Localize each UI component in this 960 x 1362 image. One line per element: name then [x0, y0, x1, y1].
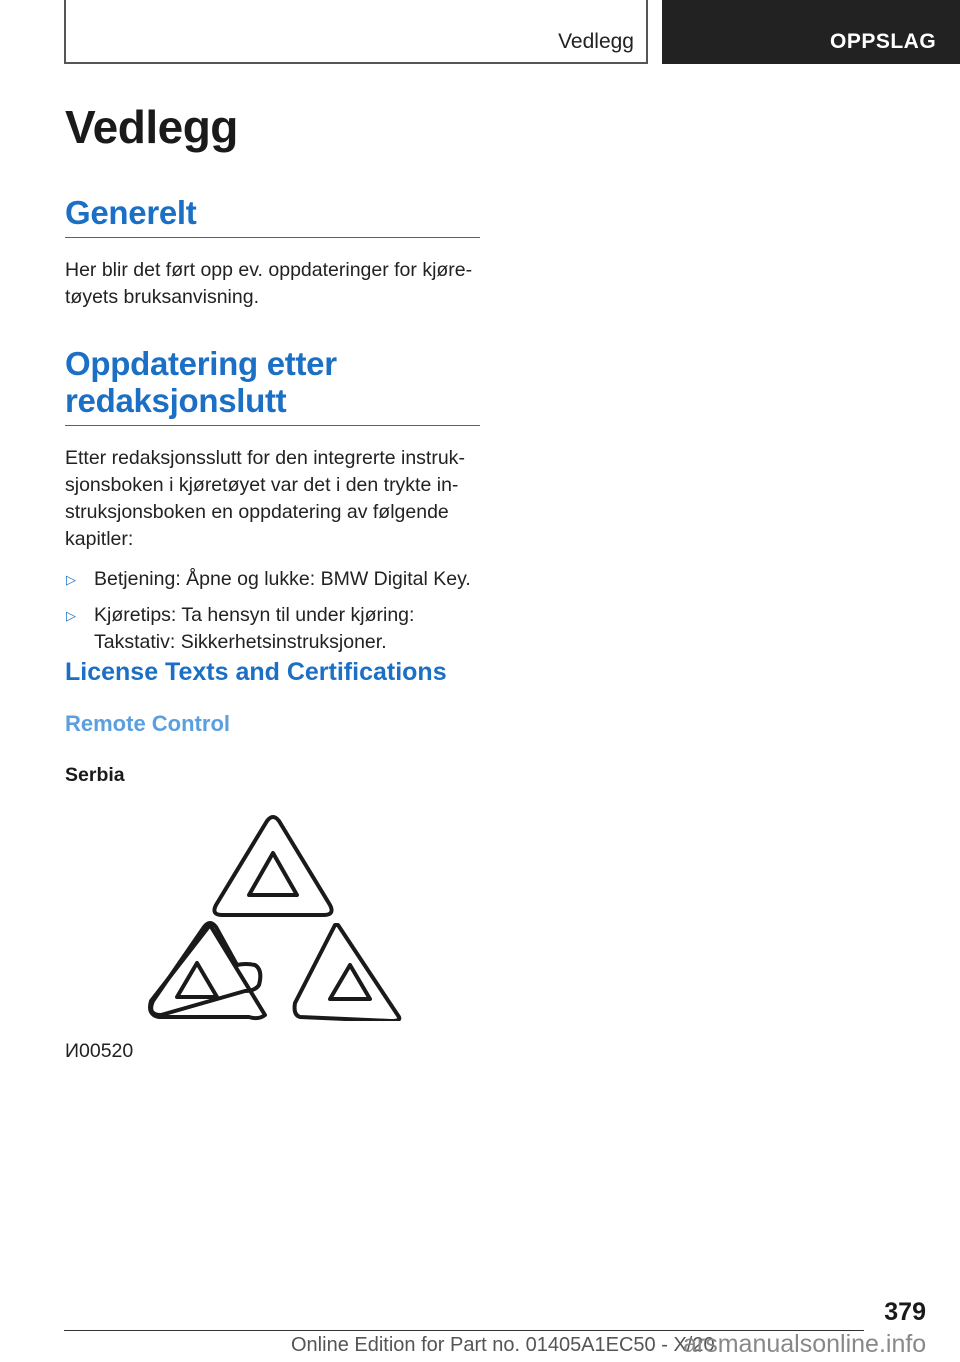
update-bullet-list — [65, 566, 480, 656]
triangle-bullet-icon: ▷ — [66, 572, 76, 587]
update-text: Etter redaksjonsslutt for den integrerte instruksjonsboken i kjøretøyet var det i den trykte instruksjonsboken en oppdatering av følgende kapitler: — [65, 447, 465, 550]
page-number: 379 — [884, 1298, 926, 1326]
update-title-line2: redaksjonslutt — [65, 382, 287, 419]
left-triangle-outline — [151, 923, 260, 1015]
section-title-license: License Texts and Certifications — [65, 658, 447, 686]
header-tab[interactable] — [662, 0, 960, 64]
certification-mark-image — [145, 815, 403, 1021]
top-triangle-outline — [214, 817, 331, 915]
triangle-bullet-icon: ▷ — [66, 608, 76, 623]
left-inner-triangle — [177, 963, 217, 997]
header-section-label: Vedlegg — [558, 30, 634, 53]
right-inner-triangle — [330, 965, 370, 999]
watermark-text: arsmanualsonline.info — [683, 1330, 927, 1358]
figure-code: И00520 — [65, 1040, 134, 1062]
section-license — [65, 658, 480, 787]
section-title-general: Generelt — [65, 194, 480, 238]
list-item — [65, 602, 480, 656]
list-item — [65, 566, 480, 593]
header-tab-label: OPPSLAG — [830, 30, 937, 53]
chapter-title: Vedlegg — [65, 101, 238, 153]
update-title-line1: Oppdatering etter — [65, 345, 337, 382]
top-inner-triangle — [249, 853, 297, 895]
section-update — [65, 345, 480, 658]
left-triangle-body — [150, 925, 265, 1018]
general-text: Her blir det ført opp ev. oppdateringer for kjøretøyets bruksanvisning. — [65, 259, 473, 308]
country-heading: Serbia — [65, 764, 125, 786]
section-general — [65, 194, 480, 311]
bullet-text: Kjøretips: Ta hensyn til under kjøring: Takstativ: Sikkerhetsinstruksjoner. — [94, 604, 415, 653]
section-title-update — [65, 345, 480, 426]
footer-edition: Online Edition for Part no. 01405A1EC50 - X/20 — [291, 1334, 715, 1356]
bullet-text: Betjening: Åpne og lukke: BMW Digital Key. — [94, 568, 471, 590]
subsection-title-remote-control: Remote Control — [65, 711, 230, 736]
